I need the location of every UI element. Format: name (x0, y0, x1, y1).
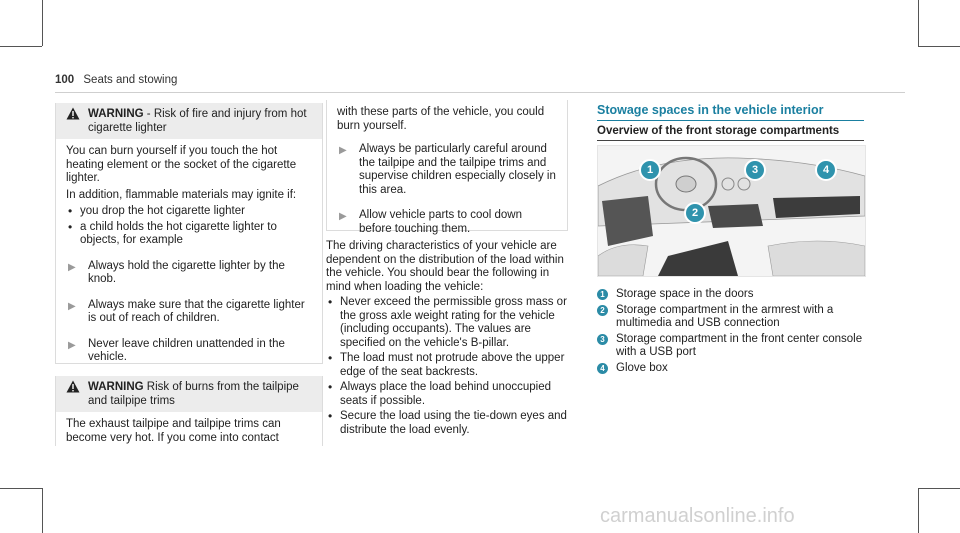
legend-badge: 3 (597, 334, 608, 345)
list-item: • Secure the load using the tie-down eyes and distribute the load evenly. (326, 410, 571, 437)
action-step (66, 260, 312, 287)
paragraph: The exhaust tailpipe and tailpipe trims can become very hot. If you come into contact (66, 418, 281, 444)
list-item: • a child holds the hot cigarette lighter to objects, for example (66, 221, 312, 248)
action-step (66, 338, 312, 365)
legend-badge: 4 (597, 363, 608, 374)
step-text: Allow vehicle parts to cool down before touching them. (359, 209, 522, 235)
callout-1: 1 (639, 159, 661, 181)
legend-badge: 1 (597, 289, 608, 300)
action-step (337, 209, 557, 236)
warning-box-burns (55, 376, 323, 446)
warning-label: WARNING (88, 381, 144, 393)
warning-box-burns-continued (326, 100, 568, 235)
warning-header (56, 103, 322, 139)
paragraph: The driving characteristics of your vehicle are dependent on the distribution of the load within the vehicle. You should bear the following in mind when loading the vehicle: (326, 240, 564, 293)
warning-header (56, 376, 322, 412)
page-header (55, 74, 177, 86)
crop-mark (918, 0, 919, 46)
section-title: Stowage spaces in the vehicle interior (597, 103, 824, 117)
crop-mark (918, 46, 960, 47)
interior-illustration (597, 145, 866, 277)
step-text: Always be particularly careful around the tailpipe and the tailpipe trims and supervise children especially closely in this area. (359, 143, 556, 196)
legend-item (597, 333, 867, 360)
callout-4: 4 (815, 159, 837, 181)
legend-badge: 2 (597, 305, 608, 316)
legend-item (597, 304, 867, 331)
paragraph: You can burn yourself if you touch the hot heating element or the socket of the cigarette lighter. (66, 145, 297, 184)
crop-mark (918, 488, 960, 489)
warning-body (56, 139, 322, 373)
subsection-divider (597, 140, 864, 141)
legend-text: Storage space in the doors (616, 288, 754, 300)
paragraph: In addition, flammable materials may ignite if: (66, 188, 297, 201)
step-text: Always make sure that the cigarette lighter is out of reach of children. (88, 298, 305, 324)
arrow-icon: ▶ (68, 261, 76, 273)
warning-body (327, 100, 567, 244)
arrow-icon: ▶ (339, 211, 347, 222)
action-step (66, 299, 312, 326)
bullet-list (326, 296, 571, 437)
subsection-title: Overview of the front storage compartments (597, 125, 840, 137)
list-item: • The load must not protrude above the upper edge of the seat backrests. (326, 352, 571, 379)
crop-mark (918, 488, 919, 533)
action-step (337, 143, 557, 197)
warning-triangle-icon (66, 107, 80, 120)
warning-title: Risk of burns from the tailpipe and tailpipe trims (88, 381, 299, 407)
crop-mark (0, 488, 42, 489)
crop-mark (42, 488, 43, 533)
warning-text (88, 107, 312, 135)
step-text: Never leave children unattended in the vehicle. (88, 337, 285, 363)
callout-3: 3 (744, 159, 766, 181)
warning-box-fire (55, 103, 323, 364)
watermark: carmanualsonline.info (600, 505, 795, 527)
bullet-list (66, 205, 312, 248)
legend-item (597, 362, 867, 376)
figure-legend (597, 288, 867, 377)
warning-title: - Risk of fire and injury from hot cigarette lighter (88, 108, 307, 134)
warning-label: WARNING (88, 108, 144, 120)
crop-mark (42, 0, 43, 46)
paragraph: with these parts of the vehicle, you could burn yourself. (337, 106, 545, 132)
page-number: 100 (55, 74, 75, 86)
legend-item (597, 288, 867, 302)
warning-body (56, 412, 322, 456)
section-divider (597, 120, 864, 121)
arrow-icon: ▶ (68, 339, 76, 351)
arrow-icon: ▶ (68, 300, 76, 312)
list-item: • Always place the load behind unoccupied seats if possible. (326, 381, 571, 408)
warning-triangle-icon (66, 380, 80, 393)
crop-mark (0, 46, 42, 47)
step-text: Always hold the cigarette lighter by the knob. (88, 259, 285, 285)
header-divider (55, 92, 905, 93)
list-item: • you drop the hot cigarette lighter (66, 205, 312, 219)
section-name: Seats and stowing (83, 74, 178, 86)
callout-2: 2 (684, 202, 706, 224)
warning-text (88, 380, 312, 408)
legend-text: Storage compartment in the front center console with a USB port (616, 332, 863, 358)
legend-text: Storage compartment in the armrest with a multimedia and USB connection (616, 303, 834, 329)
loading-info (326, 240, 571, 439)
arrow-icon: ▶ (339, 145, 347, 156)
legend-text: Glove box (616, 361, 668, 374)
list-item: • Never exceed the permissible gross mass or the gross axle weight rating for the vehicle (including occupants). The values are specified on the vehicle's B-pillar. (326, 296, 571, 350)
